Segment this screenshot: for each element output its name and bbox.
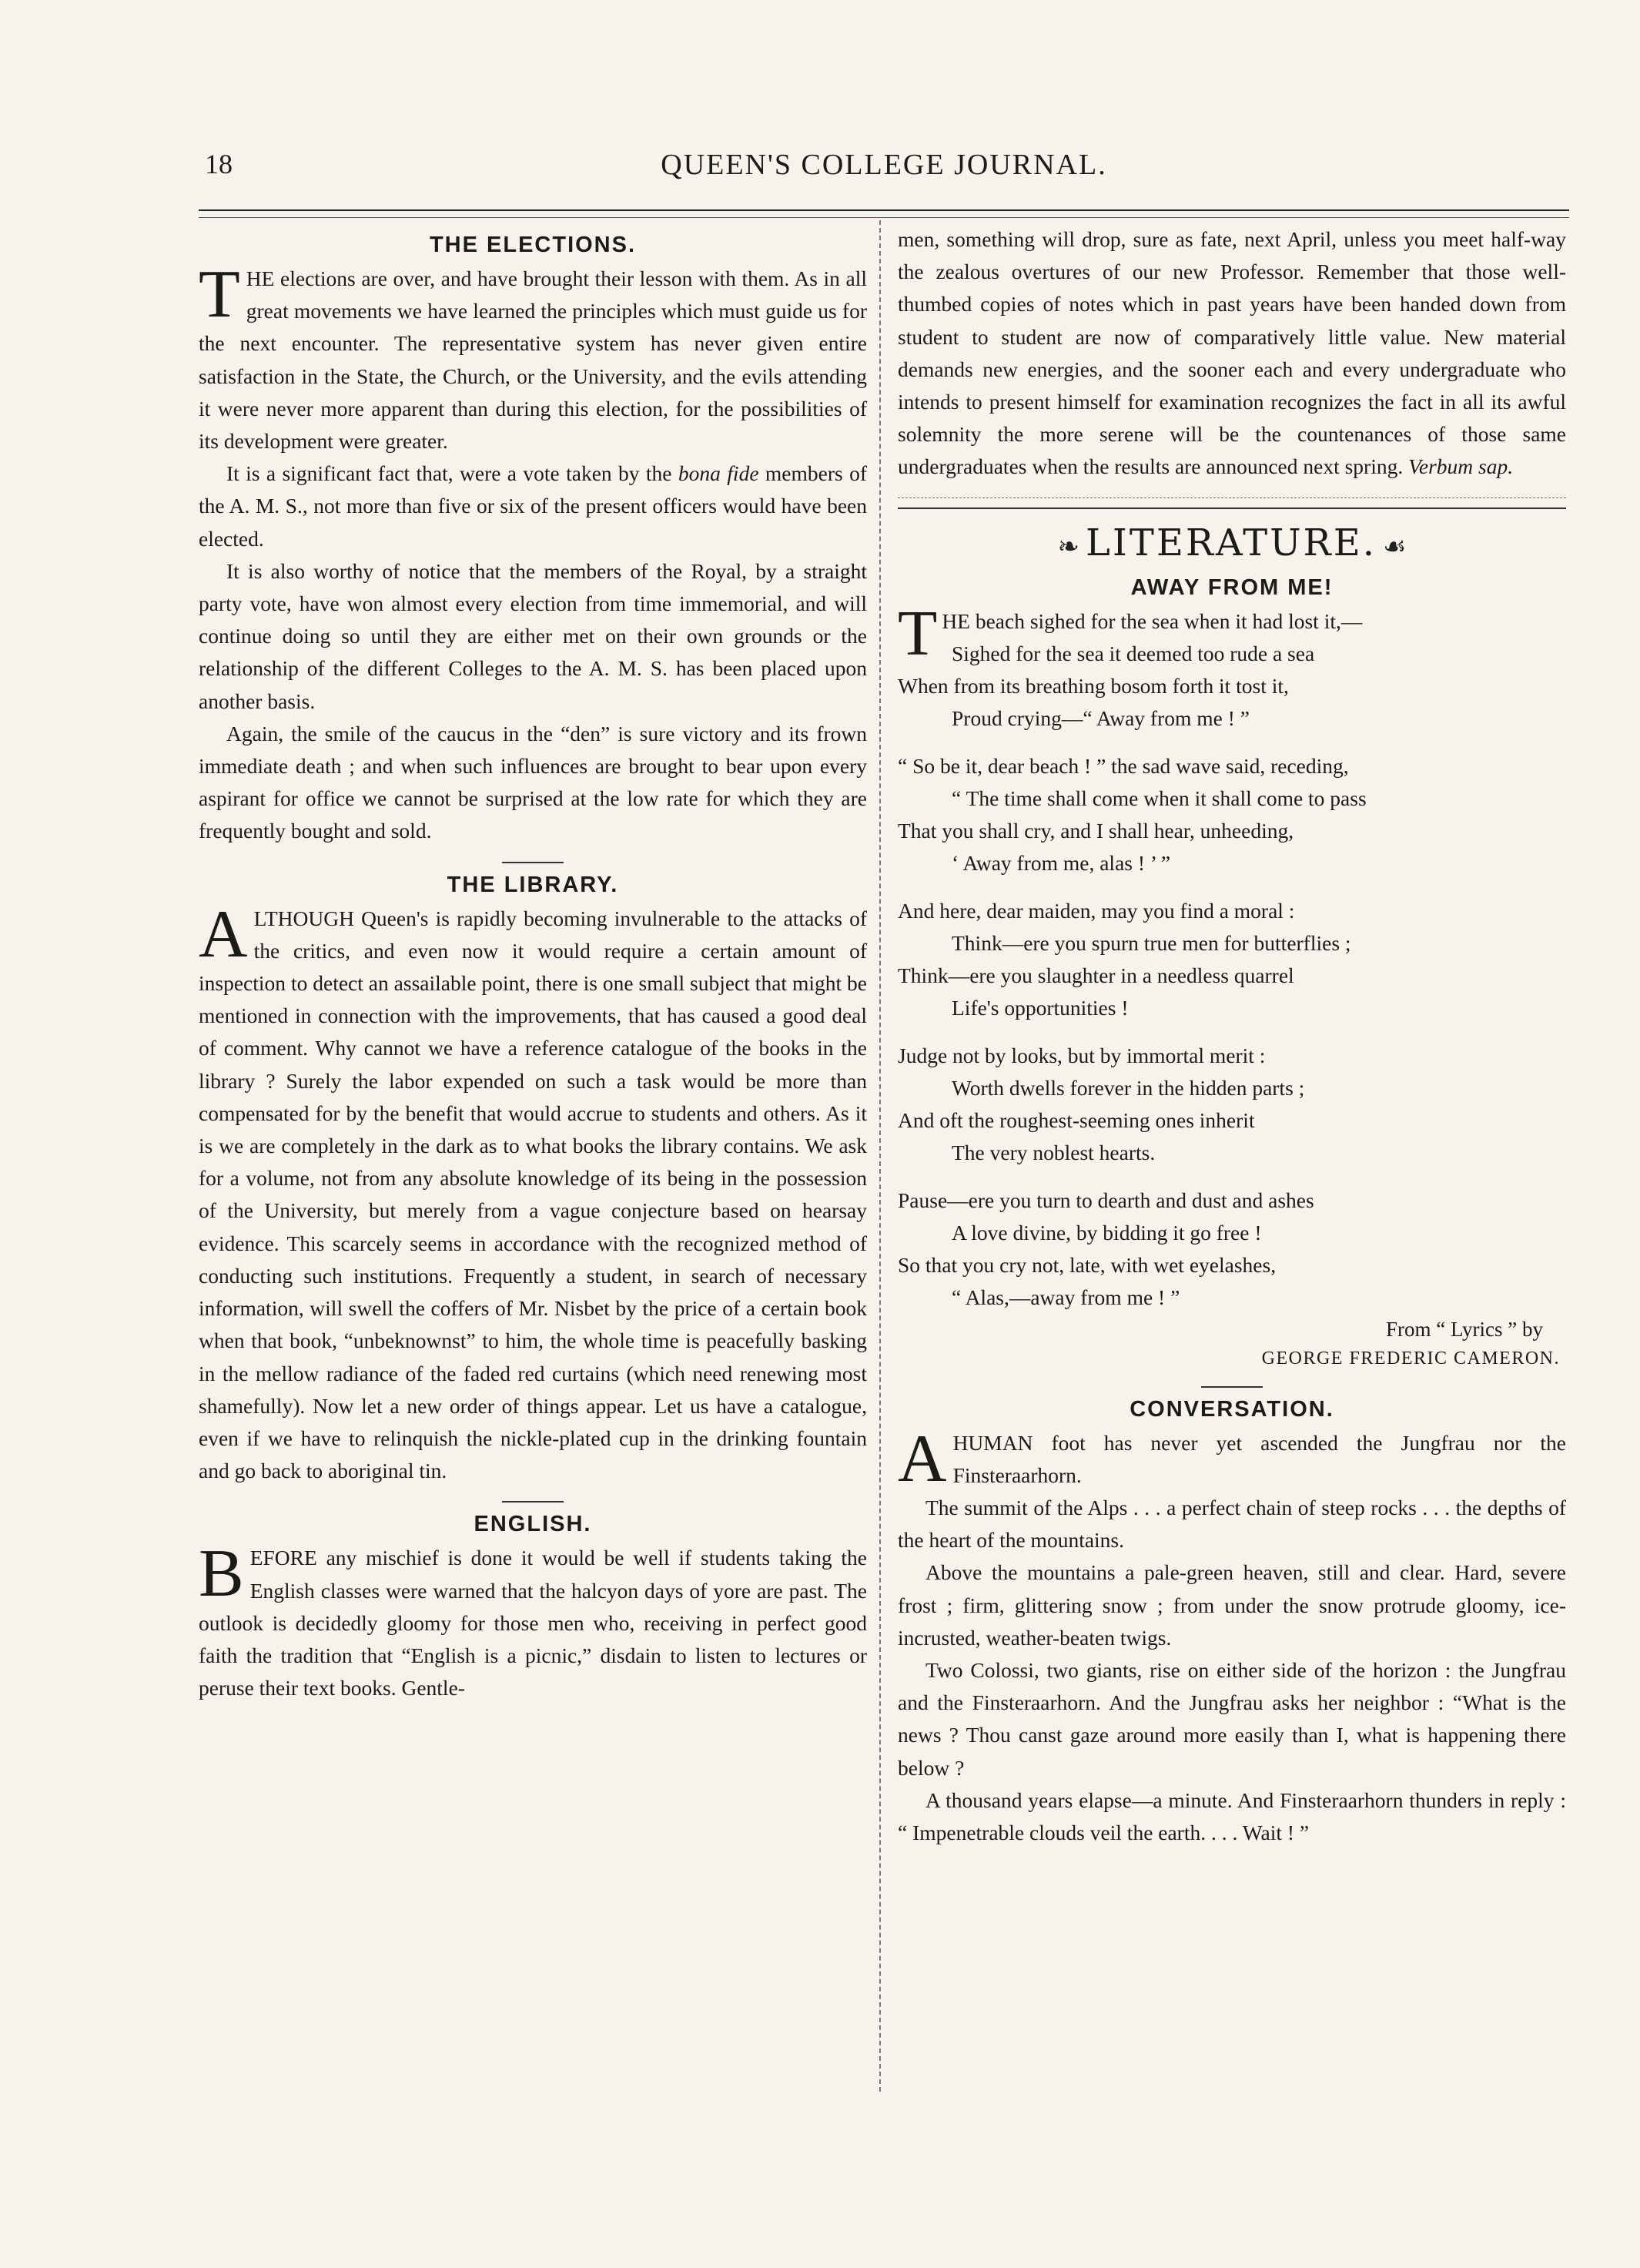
- poem-line: “ Alas,—away from me ! ”: [952, 1285, 1180, 1309]
- italic-phrase: Verbum sap.: [1408, 454, 1514, 479]
- section-rule: [898, 497, 1566, 498]
- literature-heading: [898, 508, 1566, 564]
- section-rule: [502, 862, 564, 863]
- poem-line: Think—ere you spurn true men for butterflies ;: [952, 930, 1351, 955]
- paragraph: It is also worthy of notice that the members of the Royal, by a straight party vote, have won almost every election from time immemorial, and will continue doing so until they are either met on their own grounds or the relationship of the different Colleges to the A. M. S. has been placed upon another basis.: [199, 558, 867, 713]
- poem-attribution: From “ Lyrics ” by: [1386, 1317, 1543, 1341]
- stanza: [898, 1184, 1566, 1314]
- journal-title: QUEEN'S COLLEGE JOURNAL.: [661, 149, 1107, 181]
- drop-cap: T: [898, 597, 938, 669]
- poem-line: “ The time shall come when it shall come to pass: [952, 786, 1367, 810]
- article-elections: [199, 233, 867, 848]
- column-divider: [879, 220, 881, 2092]
- article-conversation: [898, 1397, 1566, 1850]
- paragraph: [199, 457, 867, 555]
- poem-away-from-me: [898, 575, 1566, 1372]
- poem-line: Proud crying—“ Away from me ! ”: [952, 705, 1250, 730]
- section-title: ENGLISH.: [474, 1512, 592, 1537]
- poem-line: Sighed for the sea it deemed too rude a sea: [952, 641, 1315, 665]
- paragraph: A thousand years elapse—a minute. And Finsteraarhorn thunders in reply : “ Impenetrable clouds veil the earth. . . . Wait ! ”: [898, 1787, 1566, 1845]
- section-rule: [502, 1501, 564, 1503]
- poem-line: Life's opportunities !: [952, 995, 1129, 1020]
- paragraph-text: members of the A. M. S., not more than five or six of the present officers would have been elected.: [199, 461, 867, 551]
- section-title: THE LIBRARY.: [447, 872, 619, 897]
- left-column: [199, 223, 867, 2072]
- italic-phrase: bona fide: [678, 461, 759, 486]
- paragraph-text: HE elections are over, and have brought their lesson with them. As in all great movements we have learned the principles which must guide us for the next encounter. The representative system has never given entire satisfaction in the State, the Church, or the University, and the evils attending it were never more apparent than during this election, for the possibilities of its development were greater.: [199, 266, 867, 454]
- paragraph-text: HUMAN foot has never yet ascended the Jungfrau nor the Finsteraarhorn.: [952, 1430, 1566, 1487]
- stanza: [898, 750, 1566, 879]
- article-library: [199, 873, 867, 1488]
- paragraph: Two Colossi, two giants, rise on either side of the horizon : the Jungfrau and the Finsteraarhorn. And the Jungfrau asks her neighbor : “What is the news ? Thou canst gaze around more easily than I, what is happening there below ?: [898, 1658, 1566, 1780]
- poem-line: Worth dwells forever in the hidden parts ;: [952, 1075, 1305, 1100]
- poem-author: GEORGE FREDERIC CAMERON.: [1261, 1348, 1560, 1369]
- paragraph-continued: [898, 223, 1566, 484]
- poem-line: And oft the roughest-seeming ones inherit: [898, 1107, 1255, 1132]
- ornament-left-icon: ❧: [1057, 532, 1080, 561]
- header-rule: [199, 209, 1569, 218]
- page-number: 18: [205, 149, 233, 179]
- section-rule: [1201, 1386, 1263, 1388]
- right-column: [898, 223, 1566, 2072]
- poem-line: When from its breathing bosom forth it tost it,: [898, 673, 1289, 698]
- poem-line: The very noblest hearts.: [952, 1140, 1156, 1164]
- poem-line: Think—ere you slaughter in a needless quarrel: [898, 963, 1294, 987]
- ornament-right-icon: ☙: [1383, 532, 1407, 561]
- poem-line-text: HE beach sighed for the sea when it had lost it,—: [942, 608, 1363, 633]
- drop-cap: A: [199, 896, 248, 972]
- paragraph: [898, 1421, 1566, 1496]
- poem-line: So that you cry not, late, with wet eyelashes,: [898, 1252, 1277, 1277]
- drop-cap: T: [199, 257, 240, 332]
- poem-line: ‘ Away from me, alas ! ’ ”: [952, 850, 1171, 875]
- drop-cap: B: [199, 1536, 244, 1612]
- poem-line: A love divine, by bidding it go free !: [952, 1220, 1262, 1245]
- stanza: [898, 895, 1566, 1024]
- section-title: THE ELECTIONS.: [429, 233, 637, 257]
- drop-cap: A: [898, 1421, 947, 1496]
- paragraph: The summit of the Alps . . . a perfect chain of steep rocks . . . the depths of the heart of the mountains.: [898, 1496, 1566, 1553]
- paragraph-text: LTHOUGH Queen's is rapidly becoming invulnerable to the attacks of the critics, and even now it would require a certain amount of inspection to detect an assailable point, there is one small subject that might be mentioned in connection with the improvements, that has caused a good deal of comment. Why cannot we have a reference catalogue of the books in the library ? Surely the labor expended on such a task would be more than compensated for by the benefit that would accrue to students and others. As it is we are completely in the dark as to what books the library contains. We ask for a volume, not from any absolute knowledge of its being in the possession of the University, but merely from a vague conjecture based on hearsay evidence. This scarcely seems in accordance with the recognized method of conducting such institutions. Frequently a student, in search of necessary information, will swell the coffers of Mr. Nisbet by the price of a certain book when that book, “unbeknownst” to him, the whole time is peacefully basking in the mellow radiance of the faded red curtains (which need renewing most shamefully). Now let a new order of things appear. Let us have a catalogue, even if we have to relinquish the nickle-plated cup in the drinking fountain and go back to aboriginal tin.: [199, 906, 867, 1483]
- page-header: [199, 148, 1569, 194]
- literature-title: LITERATURE.: [1086, 521, 1377, 564]
- article-english: [199, 1512, 867, 1704]
- poem-line: Pause—ere you turn to dearth and dust and ashes: [898, 1188, 1314, 1212]
- section-title: CONVERSATION.: [1130, 1396, 1334, 1422]
- poem-title: AWAY FROM ME!: [1130, 575, 1334, 600]
- paragraph: [199, 1536, 867, 1704]
- stanza: [898, 597, 1566, 735]
- poem-line: And here, dear maiden, may you find a moral :: [898, 898, 1295, 923]
- paragraph: Above the mountains a pale-green heaven, still and clear. Hard, severe frost ; firm, glittering snow ; from under the snow protrude gloomy, ice-incrusted, weather-beaten twigs.: [898, 1560, 1566, 1650]
- paragraph: [199, 257, 867, 457]
- poem-line: “ So be it, dear beach ! ” the sad wave said, receding,: [898, 753, 1349, 778]
- poem-line: That you shall cry, and I shall hear, unheeding,: [898, 818, 1294, 843]
- paragraph-text: EFORE any mischief is done it would be well if students taking the English classes were warned that the halcyon days of yore are past. The outlook is decidedly gloomy for those men who, receiving in perfect good faith the tradition that “English is a picnic,” disdain to listen to lectures or peruse their text books. Gentle-: [199, 1546, 867, 1700]
- stanza: [898, 1040, 1566, 1169]
- poem-line: Judge not by looks, but by immortal merit :: [898, 1043, 1266, 1067]
- paragraph: [199, 896, 867, 1488]
- paragraph: Again, the smile of the caucus in the “den” is sure victory and its frown immediate death ; and when such influences are brought to bear upon every aspirant for office we cannot be surprised at the low rate for which they are frequently bought and sold.: [199, 721, 867, 843]
- paragraph-text: men, something will drop, sure as fate, next April, unless you meet half-way the zealous overtures of our new Professor. Remember that those well-thumbed copies of notes which in past years have been handed down from student to student are now of comparatively little value. New material demands new energies, and the sooner each and every undergraduate who intends to present himself for examination recognizes the fact in all its awful solemnity the more serene will be the countenances of those same undergraduates when the results are announced next spring.: [898, 227, 1566, 479]
- paragraph-text: It is a significant fact that, were a vote taken by the: [226, 461, 678, 486]
